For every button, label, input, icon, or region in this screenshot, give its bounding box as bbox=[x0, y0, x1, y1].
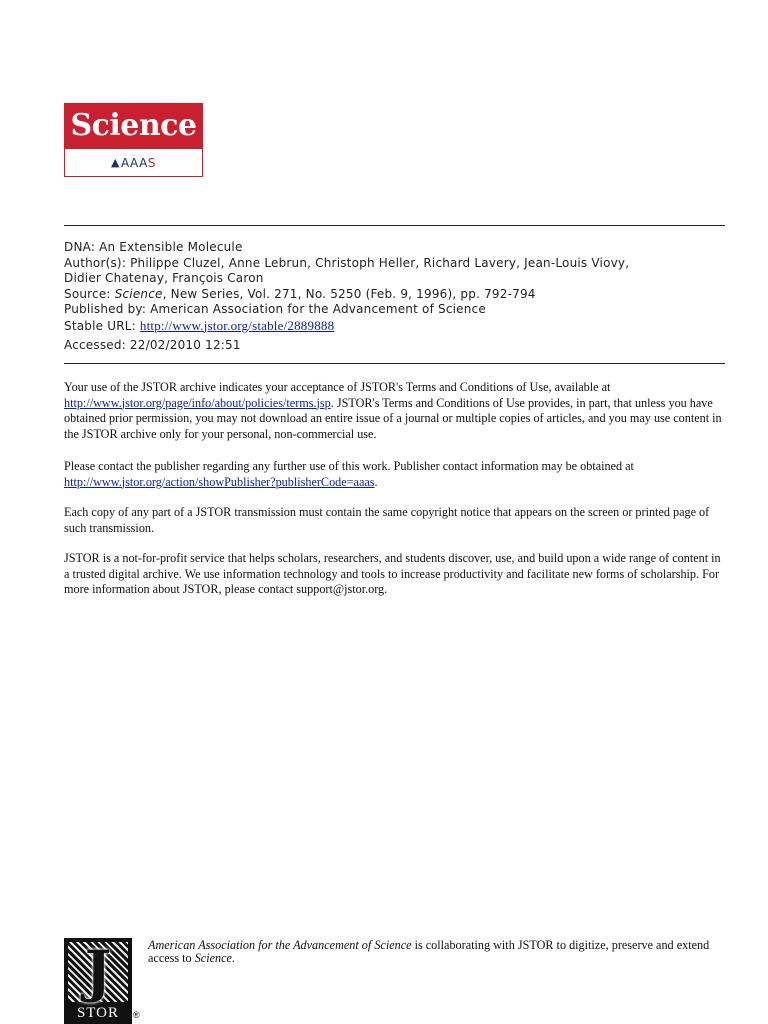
published-by: Published by: American Association for the Advancement of Science bbox=[64, 302, 486, 316]
stable-url-link[interactable]: http://www.jstor.org/stable/2889888 bbox=[139, 317, 335, 333]
publisher-link[interactable]: http://www.jstor.org/action/showPublisher?publisherCode=aaas bbox=[64, 474, 375, 489]
article-title: DNA: An Extensible Molecule bbox=[64, 240, 243, 254]
jstor-logo-word: STOR bbox=[76, 1005, 120, 1021]
source-journal: Science bbox=[114, 286, 163, 301]
publisher-contact-paragraph: Please contact the publisher regarding any further use of this work. Publisher contact information may be obtained at http://www.jstor.org/action/showPublisher?publisherCode=aaas. bbox=[64, 459, 634, 489]
authors-line-1: Author(s): Philippe Cluzel, Anne Lebrun, Christoph Heller, Richard Lavery, Jean-Louis Viovy, bbox=[64, 255, 630, 270]
stable-url-line: Stable URL: http://www.jstor.org/stable/2889888 bbox=[64, 317, 335, 333]
top-divider bbox=[64, 225, 725, 226]
authors-line-2: Didier Chatenay, François Caron bbox=[64, 271, 264, 285]
jstor-logo-letter: J bbox=[84, 939, 112, 1005]
science-logo-title: Science bbox=[65, 104, 202, 149]
source-line: Source: Science, New Series, Vol. 271, No. 5250 (Feb. 9, 1996), pp. 792-794 bbox=[64, 286, 536, 301]
collab-journal: Science bbox=[194, 951, 232, 965]
accessed-date: Accessed: 22/02/2010 12:51 bbox=[64, 338, 241, 352]
registered-mark: ® bbox=[133, 1010, 140, 1020]
bottom-divider bbox=[64, 363, 725, 364]
aaas-text: AAA bbox=[121, 155, 148, 170]
terms-paragraph: Your use of the JSTOR archive indicates your acceptance of JSTOR's Terms and Conditions of Use, available at http://www.jstor.org/page/info/about/policies/terms.jsp. JSTOR's Terms and Conditions of Use provides, in part, that unless you have obtained prior permission, you may not download an entire issue of a journal or multiple copies of articles, and you may use content in the JSTOR archive only for your personal, non-commercial use. bbox=[64, 380, 722, 441]
aaas-triangle-icon: ▲ bbox=[111, 156, 121, 169]
jstor-logo bbox=[64, 938, 132, 1024]
science-logo bbox=[64, 103, 203, 177]
collaboration-notice: American Association for the Advancement of Science is collaborating with JSTOR to digitize, preserve and extend access to Science. bbox=[148, 938, 710, 965]
jstor-ornament-icon bbox=[68, 939, 128, 1005]
aaas-org-name: American Association for the Advancement of Science bbox=[148, 938, 412, 952]
jstor-about-paragraph: JSTOR is a not-for-profit service that helps scholars, researchers, and students discover, use, and build upon a wide range of content in a trusted digital archive. We use information technology and tools to increase productivity and facilitate new forms of scholarship. For more information about JSTOR, please contact support@jstor.org. bbox=[64, 551, 721, 596]
terms-link[interactable]: http://www.jstor.org/page/info/about/policies/terms.jsp bbox=[64, 395, 331, 410]
copyright-paragraph: Each copy of any part of a JSTOR transmission must contain the same copyright notice that appears on the screen or printed page of such transmission. bbox=[64, 505, 710, 535]
aaas-text-end: S bbox=[147, 155, 156, 170]
citation-block bbox=[64, 240, 744, 354]
aaas-logo bbox=[65, 149, 202, 176]
